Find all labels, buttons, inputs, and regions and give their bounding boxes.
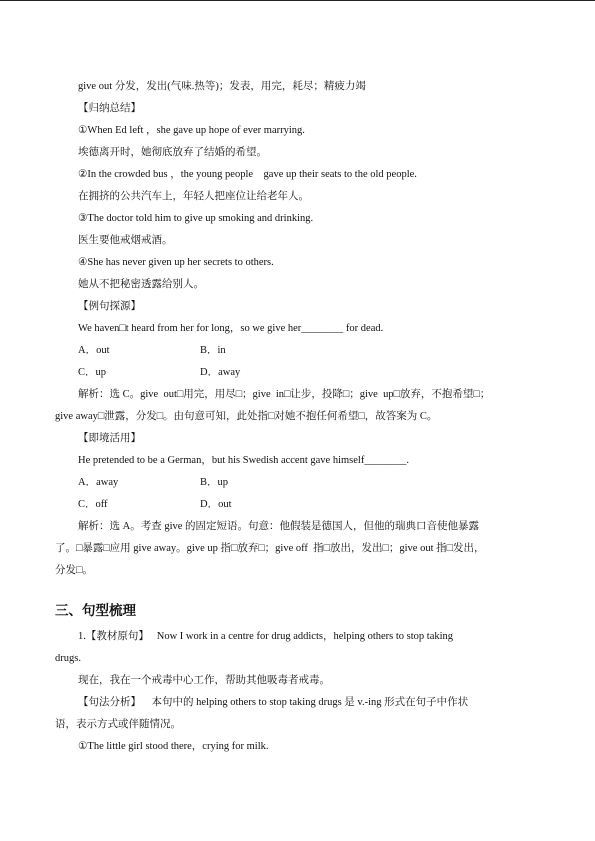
example-1-zh: 埃德离开时，她彻底放弃了结婚的希望。	[78, 147, 267, 158]
example-1-en: ①When Ed left ，she gave up hope of ever marrying.	[78, 125, 305, 136]
option-b: B．in	[200, 345, 226, 356]
analysis-1-line2: give away□泄露，分发□。由句意可知，此处指□对她不抱任何希望□，故答案为 C。	[55, 411, 438, 422]
option-c: C．off	[78, 499, 108, 510]
header-rule	[0, 0, 595, 1]
textbook-sentence-line1: 1.【教材原句】 Now I work in a centre for drug addicts，helping others to stop taking	[78, 631, 454, 642]
option-d: D．away	[200, 367, 241, 378]
section-heading-sentence-patterns: 三、句型梳理	[55, 603, 136, 619]
question-2: He pretended to be a German，but his Swedish accent gave himself________.	[78, 455, 409, 466]
example-4-zh: 她从不把秘密透露给别人。	[78, 279, 204, 290]
option-a: A．away	[78, 477, 119, 488]
option-c: C．up	[78, 367, 107, 378]
analysis-1-line1: 解析：选 C。give out□用完，用尽□；give in□让步，投降□；give up□放弃，不抱希望□；	[78, 389, 491, 400]
section-label-summary: 【归纳总结】	[78, 103, 141, 114]
syntax-analysis-line1: 【句法分析】 本句中的 helping others to stop taking drugs 是 v.-ing 形式在句子中作状	[78, 697, 469, 708]
analysis-2-line2: 了。□暴露□应用 give away。give up 指□放弃□；give off 指□放出，发出□；give out 指□发出，	[55, 543, 485, 554]
analysis-2-line3: 分发□。	[55, 565, 93, 576]
section-label-practice: 【即境活用】	[78, 433, 141, 444]
textbook-sentence-translation: 现在，我在一个戒毒中心工作，帮助其他吸毒者戒毒。	[78, 675, 330, 686]
syntax-analysis-line2: 语，表示方式或伴随情况。	[55, 719, 181, 730]
option-b: B．up	[200, 477, 229, 488]
example-4-en: ④She has never given up her secrets to others.	[78, 257, 274, 268]
analysis-2-line1: 解析：选 A。考查 give 的固定短语。句意：他假装是德国人，但他的瑞典口音使他暴露	[78, 521, 480, 532]
pattern-example-1: ①The little girl stood there，crying for milk.	[78, 741, 269, 752]
option-a: A．out	[78, 345, 110, 356]
example-2-zh: 在拥挤的公共汽车上，年轻人把座位让给老年人。	[78, 191, 309, 202]
option-d: D．out	[200, 499, 232, 510]
example-3-zh: 医生要他戒烟戒酒。	[78, 235, 173, 246]
question-1: We haven□t heard from her for long，so we give her________ for dead.	[78, 323, 384, 334]
example-3-en: ③The doctor told him to give up smoking and drinking.	[78, 213, 314, 224]
definition-give-out: give out 分发，发出(气味.热等)；发表，用完，耗尽；精疲力竭	[78, 81, 366, 92]
example-2-en: ②In the crowded bus ，the young people gave up their seats to the old people.	[78, 169, 417, 180]
textbook-sentence-line2: drugs.	[55, 653, 81, 664]
section-label-source: 【例句探源】	[78, 301, 141, 312]
